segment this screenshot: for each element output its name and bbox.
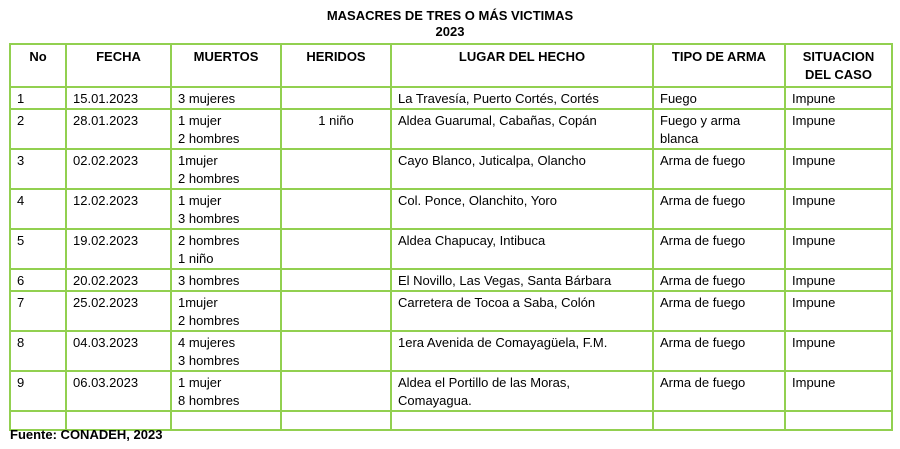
cell-lugar: 1era Avenida de Comayagüela, F.M.: [391, 331, 653, 371]
cell-arma: [653, 331, 785, 371]
cell-situacion: Impune: [785, 87, 892, 109]
cell-muertos: [171, 87, 281, 109]
cell-arma: [653, 87, 785, 109]
arma-line: Fuego: [660, 91, 697, 106]
cell-fecha: 28.01.2023: [66, 109, 171, 149]
header-heridos: HERIDOS: [281, 44, 391, 87]
muertos-line: 1mujer: [178, 153, 218, 168]
cell-lugar: [391, 371, 653, 411]
cell-heridos: [281, 189, 391, 229]
table-row: [10, 109, 892, 149]
cell-situacion: Impune: [785, 109, 892, 149]
header-lugar: LUGAR DEL HECHO: [391, 44, 653, 87]
cell-situacion: Impune: [785, 189, 892, 229]
empty-cell: [785, 411, 892, 430]
table-row: [10, 149, 892, 189]
cell-lugar: Carretera de Tocoa a Saba, Colón: [391, 291, 653, 331]
cell-no: 6: [10, 269, 66, 291]
header-arma: TIPO DE ARMA: [653, 44, 785, 87]
arma-line: blanca: [660, 131, 699, 146]
cell-muertos: [171, 291, 281, 331]
cell-muertos: [171, 269, 281, 291]
empty-cell: [171, 411, 281, 430]
table-row: [10, 371, 892, 411]
cell-heridos: [281, 331, 391, 371]
source-note: Fuente: CONADEH, 2023: [10, 427, 163, 442]
muertos-line: 1 mujer: [178, 193, 222, 208]
cell-fecha: 20.02.2023: [66, 269, 171, 291]
arma-line: Arma de fuego: [660, 153, 746, 168]
cell-heridos: [281, 291, 391, 331]
cell-heridos: [281, 149, 391, 189]
cell-fecha: 25.02.2023: [66, 291, 171, 331]
table-body: [10, 87, 892, 411]
muertos-line: 1 mujer: [178, 113, 222, 128]
lugar-line: Comayagua.: [398, 393, 472, 408]
cell-no: 3: [10, 149, 66, 189]
cell-heridos: 1 niño: [281, 109, 391, 149]
cell-lugar: Aldea Chapucay, Intibuca: [391, 229, 653, 269]
massacres-table: [9, 43, 893, 431]
cell-no: 8: [10, 331, 66, 371]
muertos-line: 1 niño: [178, 251, 214, 266]
cell-situacion: Impune: [785, 149, 892, 189]
cell-no: 9: [10, 371, 66, 411]
table-title: MASACRES DE TRES O MÁS VICTIMAS: [326, 8, 574, 23]
cell-fecha: 04.03.2023: [66, 331, 171, 371]
cell-lugar: Col. Ponce, Olanchito, Yoro: [391, 189, 653, 229]
header-row: [10, 44, 892, 87]
table-row: [10, 189, 892, 229]
cell-fecha: 19.02.2023: [66, 229, 171, 269]
cell-no: 1: [10, 87, 66, 109]
cell-fecha: 12.02.2023: [66, 189, 171, 229]
cell-no: 5: [10, 229, 66, 269]
cell-fecha: 15.01.2023: [66, 87, 171, 109]
cell-heridos: [281, 371, 391, 411]
table-year: 2023: [435, 24, 465, 39]
cell-no: 7: [10, 291, 66, 331]
cell-fecha: 06.03.2023: [66, 371, 171, 411]
cell-situacion: Impune: [785, 291, 892, 331]
arma-line: Arma de fuego: [660, 273, 746, 288]
muertos-line: 2 hombres: [178, 313, 240, 328]
cell-muertos: [171, 371, 281, 411]
cell-arma: [653, 229, 785, 269]
table-row: [10, 87, 892, 109]
header-situacion-line1: SITUACION: [802, 49, 875, 64]
muertos-line: 3 hombres: [178, 211, 240, 226]
cell-muertos: [171, 331, 281, 371]
muertos-line: 1 mujer: [178, 375, 222, 390]
cell-situacion: Impune: [785, 269, 892, 291]
cell-heridos: [281, 269, 391, 291]
table-row: [10, 229, 892, 269]
muertos-line: 2 hombres: [178, 131, 240, 146]
cell-no: 4: [10, 189, 66, 229]
cell-situacion: Impune: [785, 371, 892, 411]
cell-arma: [653, 109, 785, 149]
cell-no: 2: [10, 109, 66, 149]
arma-line: Fuego y arma: [660, 113, 741, 128]
empty-cell: [281, 411, 391, 430]
cell-situacion: Impune: [785, 229, 892, 269]
cell-muertos: [171, 189, 281, 229]
table-row: [10, 269, 892, 291]
header-fecha: FECHA: [66, 44, 171, 87]
cell-lugar: Aldea Guarumal, Cabañas, Copán: [391, 109, 653, 149]
arma-line: Arma de fuego: [660, 335, 746, 350]
muertos-line: 4 mujeres: [178, 335, 236, 350]
arma-line: Arma de fuego: [660, 233, 746, 248]
header-situacion: [785, 44, 892, 87]
header-no: No: [10, 44, 66, 87]
cell-arma: [653, 371, 785, 411]
cell-arma: [653, 269, 785, 291]
cell-lugar: Cayo Blanco, Juticalpa, Olancho: [391, 149, 653, 189]
cell-muertos: [171, 149, 281, 189]
cell-muertos: [171, 229, 281, 269]
cell-muertos: [171, 109, 281, 149]
cell-arma: [653, 291, 785, 331]
table-row: [10, 291, 892, 331]
muertos-line: 2 hombres: [178, 171, 240, 186]
header-situacion-line2: DEL CASO: [805, 67, 872, 82]
header-muertos: MUERTOS: [171, 44, 281, 87]
cell-lugar: La Travesía, Puerto Cortés, Cortés: [391, 87, 653, 109]
table-row: [10, 331, 892, 371]
empty-cell: [653, 411, 785, 430]
arma-line: Arma de fuego: [660, 193, 746, 208]
muertos-line: 3 mujeres: [178, 91, 236, 106]
muertos-line: 1mujer: [178, 295, 218, 310]
arma-line: Arma de fuego: [660, 375, 746, 390]
muertos-line: 2 hombres: [178, 233, 240, 248]
lugar-line: Aldea el Portillo de las Moras,: [398, 375, 570, 390]
cell-heridos: [281, 87, 391, 109]
cell-arma: [653, 149, 785, 189]
cell-arma: [653, 189, 785, 229]
cell-lugar: El Novillo, Las Vegas, Santa Bárbara: [391, 269, 653, 291]
cell-situacion: Impune: [785, 331, 892, 371]
muertos-line: 3 hombres: [178, 273, 240, 288]
empty-cell: [391, 411, 653, 430]
cell-heridos: [281, 229, 391, 269]
muertos-line: 3 hombres: [178, 353, 240, 368]
arma-line: Arma de fuego: [660, 295, 746, 310]
cell-fecha: 02.02.2023: [66, 149, 171, 189]
muertos-line: 8 hombres: [178, 393, 240, 408]
